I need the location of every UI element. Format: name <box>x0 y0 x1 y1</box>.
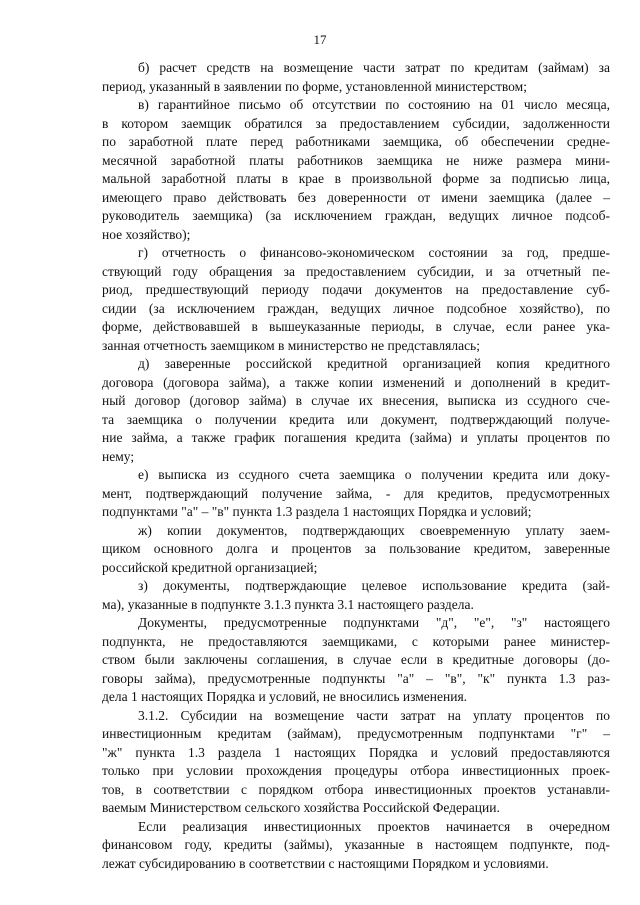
text-line: мент, подтверждающий получение займа, - для кредитов, предусмотренных <box>102 485 610 501</box>
text-line: з) документы, подтверждающие целевое использование кредита (зай- <box>138 578 610 593</box>
text-line: только при условии прохождения процедуры отбора инвестиционных проек- <box>102 763 610 778</box>
text-line: инвестиционным кредитам (займам), предусмотренным подпунктами "г" – <box>102 726 610 741</box>
text-line: ствующий году обращения за предоставлением субсидии, и за отчетный пе- <box>102 263 610 279</box>
text-line: ное хозяйство); <box>102 226 191 242</box>
text-line: подпункта, не предоставляются заемщиками, с которыми ранее министер- <box>102 633 610 649</box>
paragraph-e <box>102 466 610 522</box>
text-line: месячной заработной платы работников заемщика не ниже размера мини- <box>102 152 610 168</box>
text-line: ние займа, а также график погашения кредита (займа) и уплаты процентов по <box>102 430 610 445</box>
text-line: та заемщика о получении кредита или документ, подтверждающий получе- <box>102 411 610 427</box>
text-line: тов, в соответствии с порядком отбора инвестиционных проектов устанавли- <box>102 781 610 797</box>
text-line: ма), указанные в подпункте 3.1.3 пункта 3.1 настоящего раздела. <box>102 596 474 612</box>
text-line: дела 1 настоящих Порядка и условий, не вносились изменения. <box>102 689 468 704</box>
text-line: б) расчет средств на возмещение части затрат по кредитам (займам) за <box>138 60 610 75</box>
text-line: в котором заемщик обратился за предоставлением субсидии, задолженности <box>102 115 610 131</box>
text-line: г) отчетность о финансово-экономическом состоянии за год, предше- <box>138 245 610 260</box>
text-line: риод, предшествующий периоду подачи документов на предоставление суб- <box>102 282 610 297</box>
text-line: лежат субсидированию в соответствии с настоящими Порядком и условиями. <box>102 855 549 871</box>
text-line: ством были заключены соглашения, в случае если в кредитные договоры (до- <box>102 652 610 667</box>
text-line: Документы, предусмотренные подпунктами "д", "е", "з" настоящего <box>138 615 610 630</box>
text-line: "ж" пункта 1.3 раздела 1 настоящих Порядка и условий предоставляются <box>102 744 610 760</box>
text-line: ваемым Министерством сельского хозяйства Российской Федерации. <box>102 800 500 815</box>
paragraph-g <box>102 244 610 355</box>
text-line: сидии (за исключением граждан, ведущих личное подсобное хозяйство), по <box>102 300 610 316</box>
text-line: ный договор (договор займа) в случае их внесения, выписка из ссудного сче- <box>102 393 610 408</box>
text-line: российской кредитной организацией; <box>102 559 318 575</box>
text-line: в) гарантийное письмо об отсутствии по состоянию на 01 число месяца, <box>138 97 610 112</box>
text-line: руководитель заемщика) (за исключением граждан, ведущих личное подсоб- <box>102 208 610 223</box>
text-line: говоры займа), предусмотренные подпункты "а" – "в", "к" пункта 1.3 раз- <box>102 670 610 686</box>
text-line: мальной заработной платы в крае в произвольной форме за подписью лица, <box>102 171 610 186</box>
paragraph-zh <box>102 522 610 578</box>
text-line: форме, действовавшей в вышеуказанные периоды, в случае, если ранее ука- <box>102 319 610 334</box>
text-line: ж) копии документов, подтверждающих своевременную уплату заем- <box>138 522 610 538</box>
paragraph-z <box>102 577 610 614</box>
text-line: нему; <box>102 448 135 464</box>
text-line: период, указанный в заявлении по форме, установленной министерством; <box>102 78 527 94</box>
paragraph-3-1-2 <box>102 707 610 818</box>
paragraph-d <box>102 355 610 466</box>
text-line: по заработной плате перед работниками заемщика, об обеспечении средне- <box>102 134 610 149</box>
text-line: финансовом году, кредиты (займы), указанные в настоящем подпункте, под- <box>102 837 610 852</box>
paragraph-documents <box>102 614 610 707</box>
page-number: 17 <box>313 32 327 47</box>
text-line: договора (договора займа), а также копии изменений и дополнений в кредит- <box>102 374 610 390</box>
paragraph-investment <box>102 818 610 874</box>
text-line: д) заверенные российской кредитной организацией копия кредитного <box>138 356 610 371</box>
text-line: 3.1.2. Субсидии на возмещение части затрат на уплату процентов по <box>138 707 610 723</box>
text-line: имеющего право действовать без доверенности от имени заемщика (далее – <box>102 189 610 205</box>
paragraph-b <box>102 59 610 96</box>
body-text <box>102 59 610 873</box>
text-line: подпунктами "а" – "в" пункта 1.3 раздела 1 настоящих Порядка и условий; <box>102 504 532 519</box>
text-line: щиком основного долга и процентов за пользование кредитом, заверенные <box>102 541 610 556</box>
text-line: е) выписка из ссудного счета заемщика о получении кредита или доку- <box>138 467 610 482</box>
text-line: Если реализация инвестиционных проектов начинается в очередном <box>138 818 610 834</box>
paragraph-v <box>102 96 610 244</box>
text-line: занная отчетность заемщиком в министерство не представлялась; <box>102 337 480 353</box>
